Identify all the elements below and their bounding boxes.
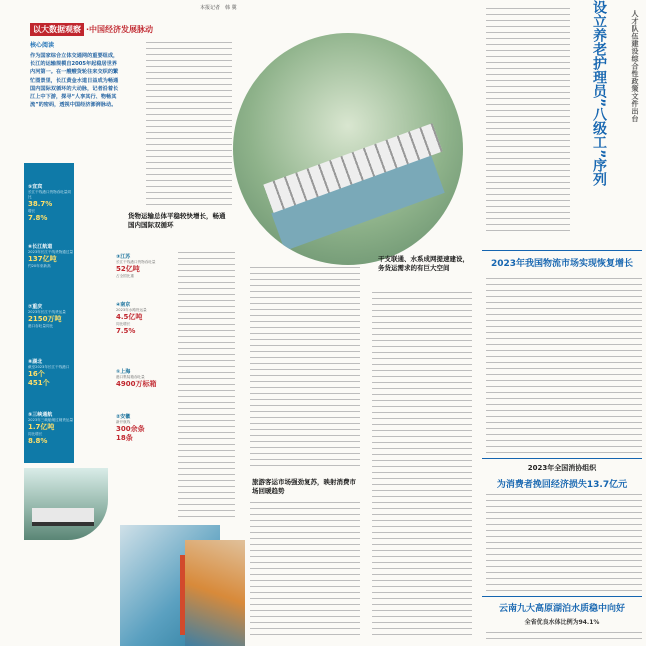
panel-city: ⑤宜宾 <box>28 184 43 190</box>
data-panel-2 <box>116 253 170 458</box>
panel-label: 截至2023年长江干线港口 <box>28 365 70 369</box>
panel2-label: 占全国比重 <box>116 274 134 278</box>
panel2-value: 300余条 <box>116 425 145 433</box>
panel-city: ⑧湖北 <box>28 359 43 365</box>
panel-label: 港口吞吐量同比 <box>28 324 54 328</box>
panel2-label: 2023年水路货运量 <box>116 308 147 312</box>
divider <box>482 596 642 597</box>
panel-value: 137亿吨 <box>28 255 57 263</box>
divider <box>482 250 642 251</box>
data-panel <box>24 163 74 463</box>
panel-label: 同比增长 <box>28 432 43 436</box>
section-banner <box>30 17 235 34</box>
panel2-item <box>116 301 170 336</box>
section-title: ·中国经济发展脉动 <box>86 25 154 34</box>
panel2-category: ④南京 <box>116 302 131 308</box>
byline: 本报记者 韩 冀 <box>200 5 237 11</box>
panel-value: 8.8% <box>28 437 48 445</box>
panel2-label: 新开航线 <box>116 420 131 424</box>
panel-value: 451个 <box>28 379 50 387</box>
logistics-headline: 2023年我国物流市场实现恢复增长 <box>490 259 634 269</box>
body-text-column <box>372 290 472 640</box>
panel-value: 38.7% <box>28 200 53 208</box>
body-text-column <box>250 265 360 470</box>
lakes-subheadline: 全省优良水体比例为94.1% <box>524 619 600 626</box>
panel-city: ⑨三峡通航 <box>28 412 53 418</box>
panel-value: 16个 <box>28 370 45 378</box>
lakes-headline: 云南九大高原湖泊水质稳中向好 <box>498 604 625 614</box>
panel-label: 增长 <box>28 209 36 213</box>
tourism-headline: 旅游客运市场强劲复苏，映射消费市场回暖趋势 <box>252 478 356 495</box>
body-text-column <box>486 276 642 456</box>
panel2-label: 同比增长 <box>116 322 131 326</box>
cruise-ship-photo <box>24 468 108 540</box>
river-sunset-photo <box>185 540 245 646</box>
panel-label: 约20年来新高 <box>28 264 51 268</box>
panel-item <box>28 411 74 446</box>
pension-headline: 设立养老护理员”八级工”序列 <box>591 0 607 187</box>
panel2-value: 52亿吨 <box>116 265 140 273</box>
body-text-column <box>146 40 232 205</box>
panel-city: ⑥长江航道 <box>28 244 53 250</box>
body-text-column <box>486 6 570 234</box>
consumer-subheadline: 2023年全国消协组织 <box>527 464 597 472</box>
policy-subheadline: 人才队伍建设综合性政策文件出台 <box>631 10 639 123</box>
panel-item <box>28 183 74 223</box>
panel-value: 1.7亿吨 <box>28 423 55 431</box>
panel2-value: 4900万标箱 <box>116 380 157 388</box>
body-text-column <box>250 500 360 640</box>
panel2-category: ③江苏 <box>116 254 131 260</box>
panel-item <box>28 358 74 388</box>
body-text-column <box>178 250 235 520</box>
freight-headline: 货物运输总体平稳较快增长，畅通国内国际双循环 <box>128 212 226 229</box>
panel2-value: 7.5% <box>116 327 136 335</box>
panel2-value: 4.5亿吨 <box>116 313 143 321</box>
panel2-item <box>116 413 170 443</box>
panel-value: 7.8% <box>28 214 48 222</box>
section-tag: 以大数据观察 <box>30 23 84 36</box>
panel-label: 2023年长江干线货运量 <box>28 310 66 314</box>
panel2-label: 港口集装箱吞吐量 <box>116 375 145 379</box>
panel2-item <box>116 253 170 279</box>
panel2-item <box>116 368 170 389</box>
panel-label: 长江干线港口货物吞吐量同比 <box>28 190 72 199</box>
panel-value: 2150万吨 <box>28 315 62 323</box>
core-reading <box>30 40 120 109</box>
core-heading: 核心阅读 <box>30 42 55 49</box>
panel2-label: 长江干线港口货物吞吐量 <box>116 260 156 264</box>
panel2-category: ①上海 <box>116 369 131 375</box>
divider <box>482 458 642 459</box>
body-text-column <box>486 492 642 592</box>
panel-item <box>28 303 74 329</box>
panel-city: ⑦重庆 <box>28 304 43 310</box>
waterway-headline: 干支联通、水系成网提速建设，务货运需求的有巨大空间 <box>378 255 469 272</box>
panel2-value: 18条 <box>116 434 133 442</box>
body-text-column <box>486 630 642 644</box>
panel-label: 2023年三峡船闸过闸货运量 <box>28 418 74 422</box>
three-gorges-lock-photo <box>233 33 463 265</box>
panel-label: 2023年长江干线货物通过量 <box>28 250 74 254</box>
consumer-headline: 为消费者挽回经济损失13.7亿元 <box>496 480 628 490</box>
panel-item <box>28 243 74 269</box>
core-body: 作为国家综合立体交通网的重要组成，长江的运输规模自2005年起稳居世界内河第一。在一艘艘货轮往来交织的繁忙图景里，长江黄金水道日益成为畅通国内国际双循环的大动脉，记者沿着长江上中下游，探寻“人享其行、物畅其流”的密码，透视中国经济澎湃脉动。 <box>30 53 119 109</box>
panel2-category: ②安徽 <box>116 414 131 420</box>
